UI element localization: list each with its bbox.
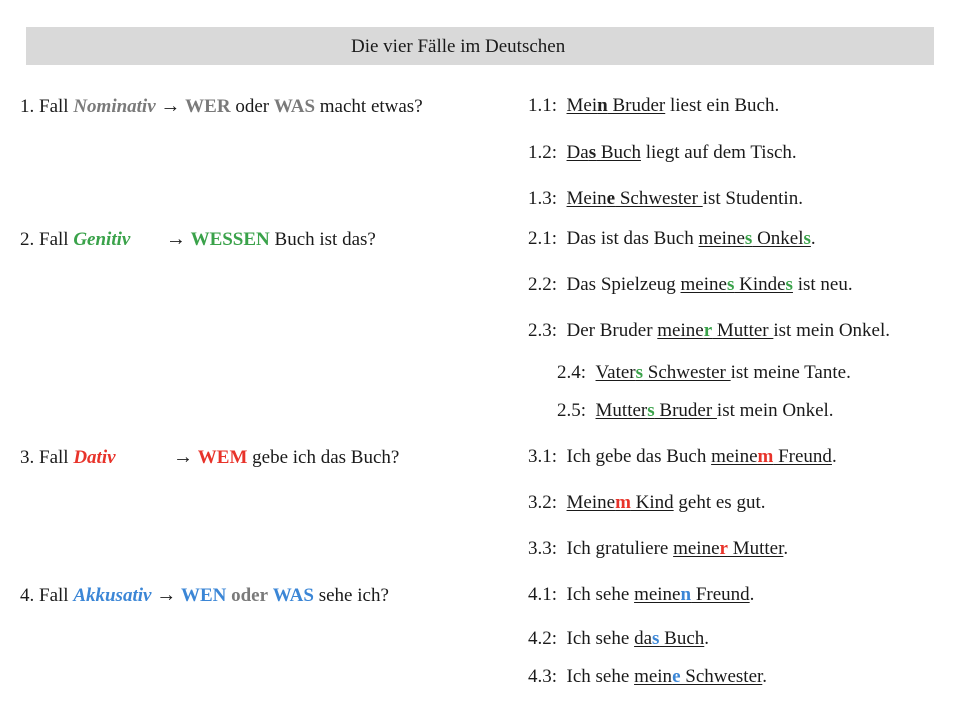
- example-1-1: [528, 95, 779, 117]
- case-row-genitiv: [20, 228, 376, 251]
- example-2-3: [528, 320, 890, 342]
- noun-phrase: meine Schwester: [634, 666, 763, 687]
- case-prefix: 3. Fall: [20, 447, 69, 468]
- example-number: 2.5:: [557, 400, 587, 421]
- noun-phrase: meines Kindes: [680, 274, 793, 295]
- example-rest: .: [831, 446, 837, 467]
- case-ending: s: [635, 362, 644, 383]
- noun-phrase: meinen Freund: [634, 584, 750, 605]
- example-rest: liegt auf dem Tisch.: [640, 142, 797, 163]
- question-rest: gebe ich das Buch?: [252, 447, 400, 468]
- noun-phrase: meiner Mutter: [673, 538, 784, 559]
- case-ending: s: [726, 274, 735, 295]
- arrow-icon: →: [160, 95, 181, 117]
- question-word: WESSEN: [190, 229, 270, 250]
- question-word: WAS: [272, 585, 314, 606]
- case-row-nominativ: [20, 95, 423, 118]
- case-ending: s: [785, 274, 793, 295]
- example-2-5: [557, 400, 834, 422]
- example-number: 2.3:: [528, 320, 558, 341]
- case-ending: s: [744, 228, 753, 249]
- noun-phrase: meiner Mutter: [657, 320, 774, 341]
- question-connector: oder: [231, 585, 269, 606]
- example-4-1: [528, 584, 754, 606]
- example-rest: ist mein Onkel.: [773, 320, 891, 341]
- example-1-3: [528, 188, 803, 210]
- example-number: 3.1:: [528, 446, 558, 467]
- case-name: Genitiv: [73, 229, 131, 250]
- case-ending: r: [703, 320, 713, 341]
- noun-phrase: Mutters Bruder: [595, 400, 717, 421]
- question-rest: Buch ist das?: [274, 229, 376, 250]
- example-rest: ist Studentin.: [702, 188, 803, 209]
- example-number: 1.1:: [528, 95, 558, 116]
- question-word: WEN: [180, 585, 227, 606]
- noun-phrase: Vaters Schwester: [595, 362, 731, 383]
- example-rest: .: [783, 538, 789, 559]
- example-prefix: Ich sehe: [566, 628, 635, 649]
- noun-phrase: meines Onkels: [698, 228, 811, 249]
- example-prefix: Ich sehe: [566, 584, 635, 605]
- case-ending: s: [803, 228, 811, 249]
- example-rest: .: [749, 584, 755, 605]
- noun-phrase: Meine Schwester: [566, 188, 703, 209]
- example-number: 2.4:: [557, 362, 587, 383]
- noun-phrase: Mein Bruder: [566, 95, 666, 116]
- question-word: WEM: [197, 447, 248, 468]
- example-number: 2.1:: [528, 228, 558, 249]
- title-bar: [26, 27, 934, 65]
- example-3-2: [528, 492, 765, 514]
- example-3-1: [528, 446, 837, 468]
- arrow-icon: →: [173, 446, 194, 468]
- case-prefix: 4. Fall: [20, 585, 69, 606]
- example-rest: .: [762, 666, 768, 687]
- case-prefix: 1. Fall: [20, 96, 69, 117]
- case-name: Dativ: [73, 447, 116, 468]
- example-rest: .: [704, 628, 710, 649]
- noun-phrase: Meinem Kind: [566, 492, 674, 513]
- example-prefix: Ich sehe: [566, 666, 635, 687]
- case-ending: m: [615, 492, 631, 513]
- example-number: 4.1:: [528, 584, 558, 605]
- example-number: 2.2:: [528, 274, 558, 295]
- example-number: 1.2:: [528, 142, 558, 163]
- example-prefix: Das Spielzeug: [566, 274, 681, 295]
- case-ending: m: [757, 446, 774, 467]
- case-prefix: 2. Fall: [20, 229, 69, 250]
- example-2-4: [557, 362, 851, 384]
- case-ending: r: [719, 538, 728, 559]
- question-word: WER: [185, 96, 231, 117]
- case-row-akkusativ: [20, 584, 389, 607]
- case-ending: e: [672, 666, 681, 687]
- noun-phrase: das Buch: [634, 628, 705, 649]
- example-prefix: Der Bruder: [566, 320, 658, 341]
- example-1-2: [528, 142, 797, 164]
- example-rest: geht es gut.: [673, 492, 766, 513]
- example-number: 4.2:: [528, 628, 558, 649]
- noun-phrase: meinem Freund: [711, 446, 832, 467]
- case-ending: s: [652, 628, 660, 649]
- question-rest: macht etwas?: [319, 96, 423, 117]
- example-rest: .: [810, 228, 816, 249]
- case-ending: n: [680, 584, 692, 605]
- example-4-2: [528, 628, 709, 650]
- case-ending: e: [606, 188, 616, 209]
- question-word: WAS: [273, 96, 316, 117]
- question-rest: sehe ich?: [318, 585, 389, 606]
- example-rest: ist neu.: [792, 274, 853, 295]
- arrow-icon: →: [156, 584, 177, 606]
- arrow-icon: →: [165, 228, 186, 250]
- example-rest: liest ein Buch.: [665, 95, 780, 116]
- example-prefix: Das ist das Buch: [566, 228, 699, 249]
- case-ending: s: [588, 142, 597, 163]
- example-prefix: Ich gratuliere: [566, 538, 674, 559]
- example-prefix: Ich gebe das Buch: [566, 446, 712, 467]
- example-number: 3.2:: [528, 492, 558, 513]
- case-ending: s: [647, 400, 655, 421]
- example-2-2: [528, 274, 853, 296]
- example-2-1: [528, 228, 816, 250]
- case-name: Akkusativ: [73, 585, 152, 606]
- question-connector: oder: [235, 96, 270, 117]
- example-4-3: [528, 666, 767, 688]
- example-number: 3.3:: [528, 538, 558, 559]
- noun-phrase: Das Buch: [566, 142, 641, 163]
- case-name: Nominativ: [73, 96, 156, 117]
- case-ending: n: [597, 95, 608, 116]
- example-number: 1.3:: [528, 188, 558, 209]
- example-3-3: [528, 538, 788, 560]
- example-rest: ist meine Tante.: [730, 362, 851, 383]
- page-title: Die vier Fälle im Deutschen: [351, 36, 566, 57]
- example-rest: ist mein Onkel.: [716, 400, 834, 421]
- case-row-dativ: [20, 446, 399, 469]
- example-number: 4.3:: [528, 666, 558, 687]
